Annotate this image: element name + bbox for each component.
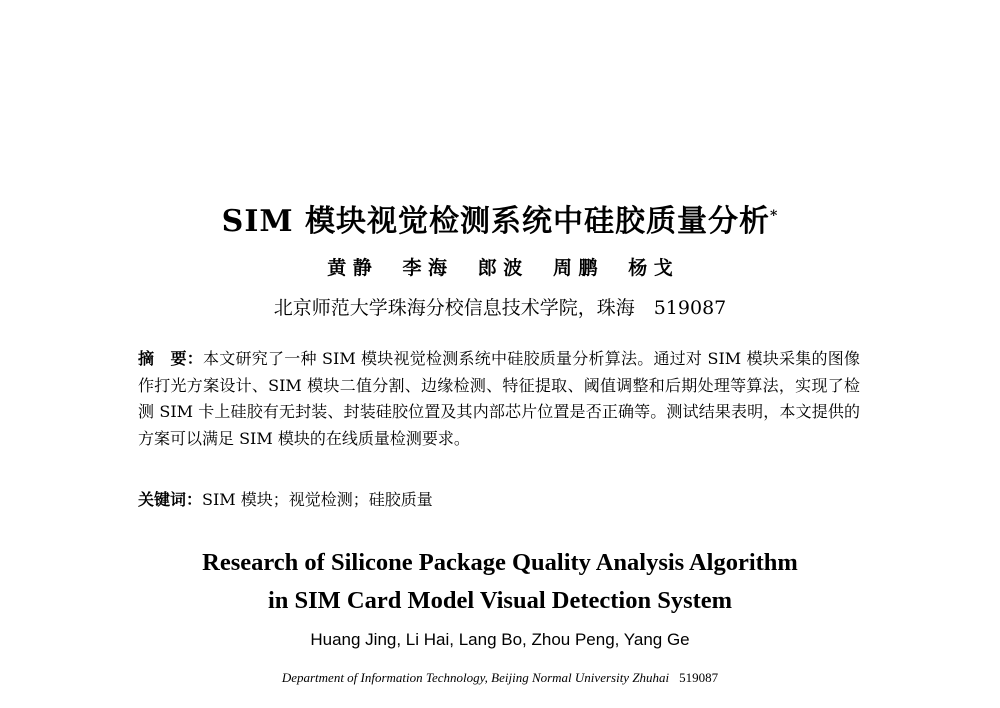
chinese-author: 黄 静 (327, 257, 372, 279)
chinese-title-text: SIM 模块视觉检测系统中硅胶质量分析 (221, 204, 771, 239)
abstract-label: 摘 要： (138, 349, 203, 368)
english-title (0, 544, 1000, 620)
chinese-author: 郎 波 (477, 257, 523, 279)
chinese-abstract (138, 346, 860, 452)
english-title-line: in SIM Card Model Visual Detection System (267, 587, 733, 614)
chinese-author: 周 鹏 (552, 257, 598, 279)
english-postal-code: 519087 (679, 670, 719, 685)
chinese-author: 杨 戈 (628, 257, 673, 279)
english-authors: Huang Jing, Li Hai, Lang Bo, Zhou Peng, Yang Ge (310, 630, 690, 649)
chinese-authors (0, 253, 1000, 280)
english-title-line: Research of Silicone Package Quality Analysis Algorithm (202, 549, 798, 576)
chinese-title (0, 196, 1000, 240)
english-affiliation (0, 670, 1000, 686)
abstract-text: 本文研究了一种 SIM 模块视觉检测系统中硅胶质量分析算法。通过对 SIM 模块采集的图像作打光方案设计、SIM 模块二值分割、边缘检测、特征提取、阈值调整和后期处理等算法，实现了检测 SIM 卡上硅胶有无封装、封装硅胶位置及其内部芯片位置是否正确等。测试结果表明，本文提供的方案可以满足 SIM 模块的在线质量检测要求。 (138, 349, 860, 448)
chinese-affiliation: 北京师范大学珠海分校信息技术学院，珠海 519087 (273, 297, 727, 319)
keywords-label: 关键词： (138, 490, 203, 509)
keywords-text: SIM 模块；视觉检测；硅胶质量 (202, 490, 433, 509)
chinese-keywords (138, 487, 860, 513)
chinese-author: 李 海 (402, 257, 448, 279)
title-footnote-mark: * (770, 208, 779, 224)
english-affiliation-text: Department of Information Technology, Beijing Normal University Zhuhai (281, 670, 670, 685)
